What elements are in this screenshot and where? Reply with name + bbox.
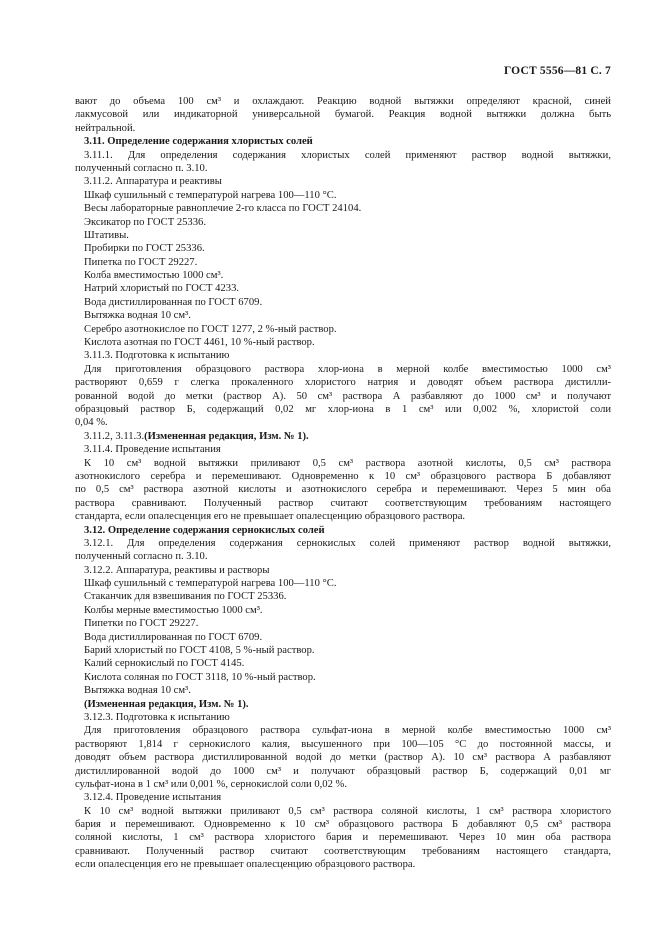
line-text: Вода дистиллированная по ГОСТ 6709. [84,296,263,308]
text-line [75,684,611,697]
line-text: полученный согласно п. 3.10. [75,551,208,563]
line-text: доводят объем раствора дистиллированной водой до метки (раствор А). 10 см³ раствора А разбавляют [75,752,612,764]
line-text: Эксикатор по ГОСТ 25336. [84,216,206,228]
text-line [75,791,611,804]
line-text: раствора сравнивают. Полученный раствор считают соответствующим требованиям настоящего [75,497,612,509]
text-line [75,537,611,550]
text-line [75,738,611,751]
line-text: полученный согласно п. 3.10. [75,162,208,174]
text-line [75,497,611,510]
text-line [75,323,611,336]
text-line [75,269,611,282]
text-line [75,430,611,443]
line-bold-text: (Измененная редакция, Изм. № 1). [144,430,309,442]
line-text: сульфат-иона в 1 см³ или 0,001 %, сернокислой соли 0,02 %. [75,778,347,790]
line-text: Колбы мерные вместимостью 1000 см³. [84,604,263,616]
text-line [75,309,611,322]
text-line [75,108,611,121]
document-body [75,95,611,872]
line-text: 3.11.3. Подготовка к испытанию [84,350,230,362]
line-text: Пробирки по ГОСТ 25336. [84,243,205,255]
line-text: Вода дистиллированная по ГОСТ 6709. [84,631,263,643]
line-text: Пипетки по ГОСТ 29227. [84,618,199,630]
line-text: Натрий хлористый по ГОСТ 4233. [84,283,240,295]
line-text: Кислота соляная по ГОСТ 3118, 10 %-ный раствор. [84,671,316,683]
line-text: 3.11.2. Аппаратура и реактивы [84,176,222,188]
page-header: ГОСТ 5556—81 С. 7 [503,65,611,77]
line-text: 3.12.1. Для определения содержания сернокислых солей применяют раствор водной вытяжки, [84,537,611,549]
text-line [75,229,611,242]
line-text: Для приготовления образцового раствора сульфат-иона в мерной колбе вместимостью 1000 см³ [84,725,612,737]
line-text: К 10 см³ водной вытяжки приливают 0,5 см³ раствора соляной кислоты, 1 см³ раствора хлористого [84,805,612,817]
text-line [75,524,611,537]
text-line [75,416,611,429]
line-text: Вытяжка водная 10 см³. [84,310,191,322]
line-text: по 0,5 см³ раствора азотной кислоты и азотнокислого серебра и перемешивают. Через 5 мин оба [75,484,611,496]
text-line [75,617,611,630]
text-line [75,577,611,590]
line-text: сравнивают. Полученный раствор считают соответствующим требованиям настоящего стандарта, [75,845,612,857]
line-text: вают до объема 100 см³ и охлаждают. Реакцию водной вытяжки определяют красной, синей [75,96,611,107]
line-text: рованной водой до метки (раствор А). 50 см³ раствора А разбавляют до 1000 см³ и получают [75,390,612,402]
text-line [75,443,611,456]
text-line [75,845,611,858]
text-line [75,390,611,403]
line-text: Весы лабораторные равноплечие 2-го класса по ГОСТ 24104. [84,203,362,215]
text-line [75,349,611,362]
line-text: Вытяжка водная 10 см³. [84,685,191,697]
text-line [75,216,611,229]
line-text: 3.12. Определение содержания сернокислых солей [84,524,325,536]
text-line [75,336,611,349]
text-line [75,724,611,737]
text-line [75,363,611,376]
text-line [75,95,611,108]
text-line [75,122,611,135]
line-text: Кислота азотная по ГОСТ 4461, 10 %-ный раствор. [84,337,315,349]
text-line [75,175,611,188]
line-text: 3.11. Определение содержания хлористых солей [84,136,313,148]
text-line [75,671,611,684]
text-line [75,457,611,470]
line-text: (Измененная редакция, Изм. № 1). [84,698,249,710]
line-text: Колба вместимостью 1000 см³. [84,270,224,282]
text-line [75,698,611,711]
line-text: Шкаф сушильный с температурой нагрева 100—110 °С. [84,578,337,590]
text-line [75,644,611,657]
line-text: Стаканчик для взвешивания по ГОСТ 25336. [84,591,287,603]
text-line [75,604,611,617]
text-line [75,202,611,215]
text-line [75,657,611,670]
text-line [75,296,611,309]
text-line [75,858,611,871]
line-text: Для приготовления образцового раствора хлор-иона в мерной колбе вместимостью 1000 см³ [84,363,611,375]
line-text: Пипетка по ГОСТ 29227. [84,256,198,268]
text-line [75,135,611,148]
text-line [75,550,611,563]
text-line [75,805,611,818]
line-text: 3.11.4. Проведение испытания [84,444,221,456]
text-line [75,149,611,162]
line-text: 3.11.1. Для определения содержания хлористых солей применяют раствор водной вытяжки, [84,149,611,161]
text-line [75,189,611,202]
text-line [75,403,611,416]
text-line [75,711,611,724]
line-text: 3.12.4. Проведение испытания [84,792,222,804]
line-text: образцовый раствор Б, содержащий 0,02 мг хлор-иона в 1 см³ или 0,002 %, хлористой соли [75,403,612,415]
line-text: растворяют 0,659 г слегка прокаленного хлористого натрия и доводят объем раствора дистилли- [75,377,612,389]
line-text: 3.12.3. Подготовка к испытанию [84,711,230,723]
line-text: если опалесценция его не превышает опалесценцию образцового раствора. [75,859,416,871]
line-text: Штативы. [84,229,129,241]
line-text: Шкаф сушильный с температурой нагрева 100—110 °С. [84,189,337,201]
line-text: растворяют 1,814 г сернокислого калия, высушенного при 100—105 °С до постоянной массы, и [75,738,612,750]
text-line [75,256,611,269]
text-line [75,751,611,764]
text-line [75,818,611,831]
line-text: соляной кислоты, 1 см³ раствора хлористого бария и перемешивают. Через 10 мин оба раствора [75,832,611,844]
text-line [75,162,611,175]
line-text: дистиллированной водой до 1000 см³ и получают образцовый раствор Б, содержащий 0,01 мг [75,765,611,777]
text-line [75,242,611,255]
text-line [75,376,611,389]
line-text: азотнокислого серебра и перемешивают. Одновременно к 10 см³ образцового раствора Б добавляют [75,470,611,482]
line-text: Калий сернокислый по ГОСТ 4145. [84,658,245,670]
line-text: бария и перемешивают. Одновременно к 10 см³ образцового раствора Б добавляют 0,5 см³ раствора [75,819,611,831]
text-line [75,470,611,483]
text-line [75,564,611,577]
text-line [75,765,611,778]
text-line [75,590,611,603]
text-line [75,631,611,644]
line-text: Серебро азотнокислое по ГОСТ 1277, 2 %-ный раствор. [84,323,337,335]
text-line [75,778,611,791]
line-text: лакмусовой или индикаторной универсальной бумагой. Реакция водной вытяжки должна быть [75,109,612,121]
text-line [75,510,611,523]
text-line [75,483,611,496]
line-text: 0,04 %. [75,417,108,429]
line-text: 3.11.2, 3.11.3. [84,430,145,442]
text-line [75,282,611,295]
line-text: К 10 см³ водной вытяжки приливают 0,5 см³ раствора азотной кислоты, 0,5 см³ раствора [84,457,611,469]
line-text: 3.12.2. Аппаратура, реактивы и растворы [84,564,270,576]
line-text: Барий хлористый по ГОСТ 4108, 5 %-ный раствор. [84,645,315,657]
text-line [75,831,611,844]
line-text: стандарта, если опалесценция его не превышает опалесценцию образцового раствора. [75,511,466,523]
line-text: нейтральной. [75,122,136,134]
